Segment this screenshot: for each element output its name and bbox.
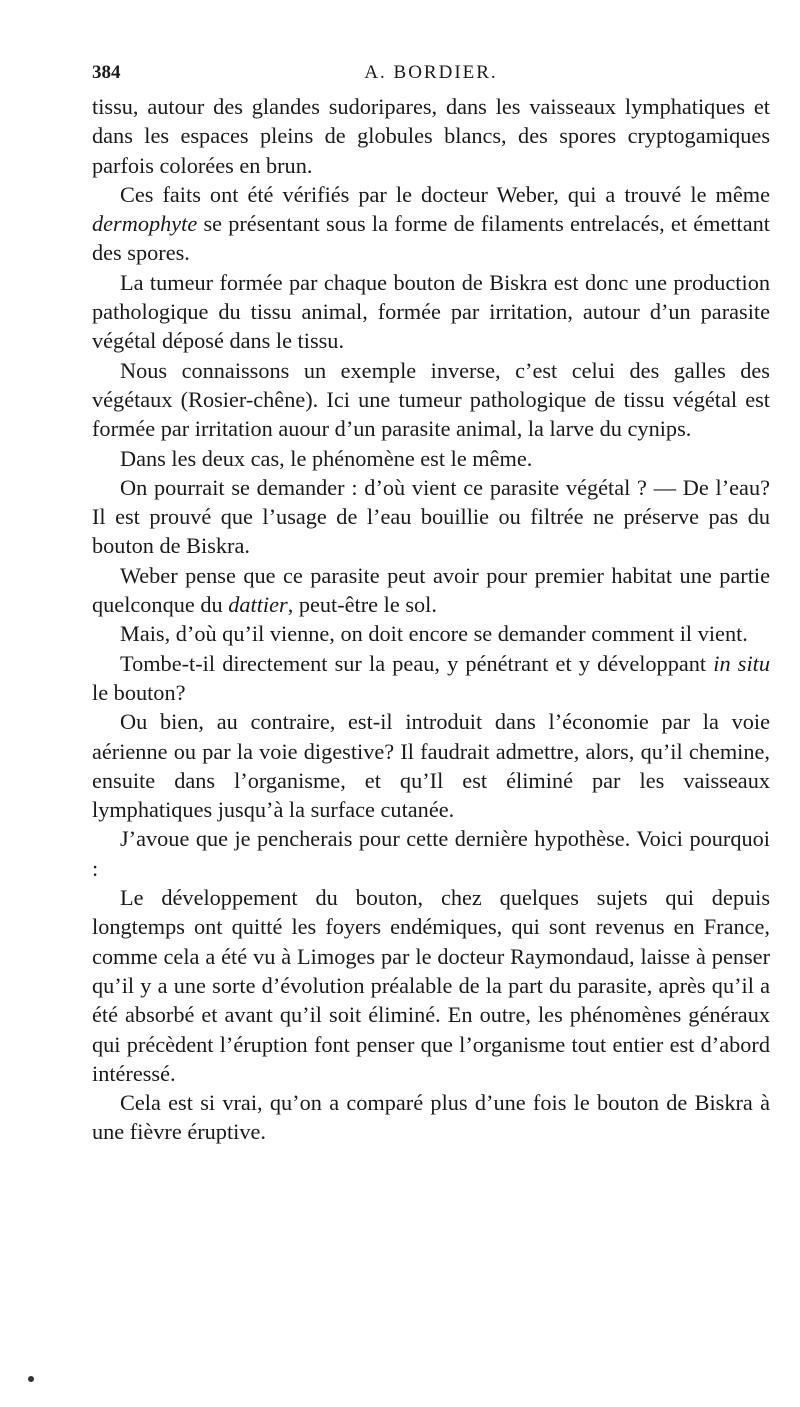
paragraph <box>92 619 770 648</box>
paragraph <box>92 707 770 824</box>
paragraph <box>92 444 770 473</box>
text-run: tissu, autour des glandes sudoripares, dans les vaisseaux lymphatiques et dans les espaces pleins de globules blancs, des spores cryptogamiques parfois colorées en brun. <box>92 94 770 178</box>
text-run: Dans les deux cas, le phénomène est le même. <box>120 445 533 471</box>
text-run: , peut-être le sol. <box>287 592 437 618</box>
italic-term: dattier <box>228 592 288 618</box>
text-run: Nous connaissons un exemple inverse, c’est celui des galles des végétaux (Rosier-chêne). Ici une tumeur pathologique de tissu végétal est formée par irritation auour d’un parasite animal, la larve du cynips. <box>92 357 770 442</box>
book-page <box>92 58 770 1147</box>
text-run: J’avoue que je pencherais pour cette dernière hypothèse. Voici pourquoi : <box>92 826 770 881</box>
italic-term: in situ <box>713 650 770 676</box>
text-run: le bouton? <box>92 679 186 705</box>
paragraph <box>92 561 770 620</box>
running-title: A. BORDIER. <box>364 62 498 83</box>
text-run: Ou bien, au contraire, est-il introduit dans l’économie par la voie aérienne ou par la voie digestive? Il faudrait admettre, alors, qu’il chemine, ensuite dans l’organisme, et qu’Il est éliminé par les vaisseaux lymphatiques jusqu’à la surface cutanée. <box>92 709 770 823</box>
page-number: 384 <box>92 62 121 83</box>
text-run: On pourrait se demander : d’où vient ce parasite végétal ? — De l’eau? Il est prouvé que l’usage de l’eau bouillie ou filtrée ne préserve pas du bouton de Biskra. <box>92 474 770 559</box>
paragraph <box>92 268 770 356</box>
text-run: Tombe-t-il directement sur la peau, y pénétrant et y développant <box>120 650 714 676</box>
body-text <box>92 92 770 1147</box>
paragraph <box>92 356 770 444</box>
paragraph <box>92 649 770 708</box>
paragraph <box>92 473 770 561</box>
text-run: Le développement du bouton, chez quelques sujets qui depuis longtemps ont quitté les foyers endémiques, qui sont revenus en France, comme cela a été vu à Limoges par le docteur Raymondaud, laisse à penser qu’il y a une sorte d’évolution préalable de la part du parasite, après qu’il a été absorbé et avant qu’il soit éliminé. En outre, les phénomènes généraux qui précèdent l’éruption font penser que l’organisme tout entier est d’abord intéressé. <box>92 885 770 1086</box>
page-header <box>92 58 770 92</box>
paragraph <box>92 92 770 180</box>
text-run: Weber pense que ce parasite peut avoir pour premier habitat une partie quelconque du <box>92 562 770 618</box>
paragraph <box>92 883 770 1088</box>
paragraph <box>92 1088 770 1147</box>
text-run: La tumeur formée par chaque bouton de Biskra est donc une production pathologique du tissu animal, formée par irritation, autour d’un parasite végétal déposé dans le tissu. <box>92 269 770 354</box>
paragraph <box>92 824 770 883</box>
text-run: Mais, d’où qu’il vienne, on doit encore se demander comment il vient. <box>120 621 748 647</box>
ink-speck <box>28 1376 34 1382</box>
text-run: se présentant sous la forme de filaments entrelacés, et émettant des spores. <box>92 211 770 266</box>
text-run: Cela est si vrai, qu’on a comparé plus d’une fois le bouton de Biskra à une fièvre éruptive. <box>92 1090 770 1145</box>
paragraph <box>92 180 770 268</box>
text-run: Ces faits ont été vérifiés par le docteur Weber, qui a trouvé le même <box>120 181 770 207</box>
italic-term: dermophyte <box>92 211 198 237</box>
